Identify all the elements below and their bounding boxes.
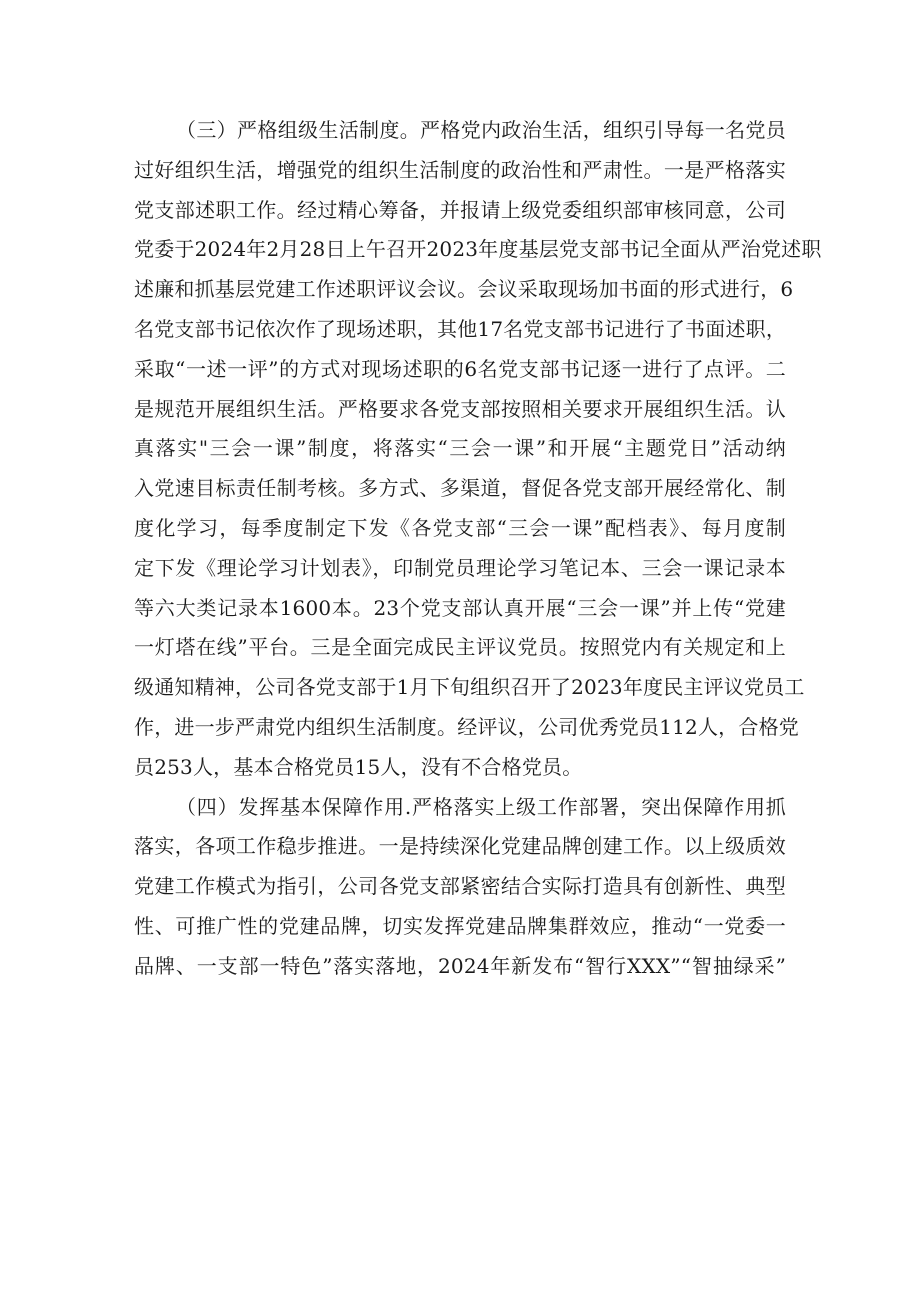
paragraph-organizational-life (134, 111, 822, 788)
text-line: 品牌、一支部一特色”落实落地，2024年新发布“智行XXX”“智抽绿采” (134, 953, 786, 978)
text-line: 一灯塔在线”平台。三是全面完成民主评议党员。按照党内有关规定和上 (134, 635, 786, 660)
text-line: （四）发挥基本保障作用.严格落实上级工作部署，突出保障作用抓 (176, 794, 786, 819)
text-line: 党建工作模式为指引，公司各党支部紧密结合实际打造具有创新性、典型 (134, 874, 786, 899)
text-line: 级通知精神，公司各党支部于1月下旬组织召开了2023年度民主评议党员工 (134, 675, 805, 700)
text-line: （三）严格组级生活制度。严格党内政治生活，组织引导每一名党员 (176, 118, 786, 142)
paragraph-basic-support (134, 788, 786, 987)
document-page (134, 111, 822, 987)
text-line: 名党支部书记依次作了现场述职，其他17名党支部书记进行了书面述职， (134, 316, 787, 341)
text-line: 入党速目标责任制考核。多方式、多渠道，督促各党支部开展经常化、制 (134, 476, 786, 501)
text-line: 度化学习，每季度制定下发《各党支部“三会一课”配档表》、每月度制 (134, 515, 786, 540)
text-line: 等六大类记录本1600本。23个党支部认真开展“三会一课”并上传“党建 (134, 595, 786, 620)
text-line: 采取“一述一评”的方式对现场述职的6名党支部书记逐一进行了点评。二 (134, 356, 786, 381)
text-line: 党委于2024年2月28日上午召开2023年度基层党支部书记全面从严治党述职 (134, 237, 822, 262)
text-line: 过好组织生活，增强党的组织生活制度的政治性和严肃性。一是严格落实 (134, 157, 786, 182)
text-line: 性、可推广性的党建品牌，切实发挥党建品牌集群效应，推动“一党委一 (134, 913, 786, 938)
text-line: 是规范开展组织生活。严格要求各党支部按照相关要求开展组织生活。认 (134, 396, 786, 421)
text-line: 定下发《理论学习计划表》，印制党员理论学习笔记本、三会一课记录本 (134, 555, 786, 580)
text-line: 述廉和抓基层党建工作述职评议会议。会议采取现场加书面的形式进行，6 (134, 277, 794, 302)
text-line: 真落实"三会一课”制度，将落实“三会一课”和开展“主题党日”活动纳 (134, 436, 786, 461)
text-line: 落实，各项工作稳步推进。一是持续深化党建品牌创建工作。以上级质效 (134, 834, 786, 859)
text-line: 作，进一步严肃党内组织生活制度。经评议，公司优秀党员112人，合格党 (134, 714, 799, 739)
text-line: 员253人，基本合格党员15人，没有不合格党员。 (134, 754, 583, 779)
text-line: 党支部述职工作。经过精心筹备，并报请上级党委组织部审核同意，公司 (134, 197, 786, 222)
